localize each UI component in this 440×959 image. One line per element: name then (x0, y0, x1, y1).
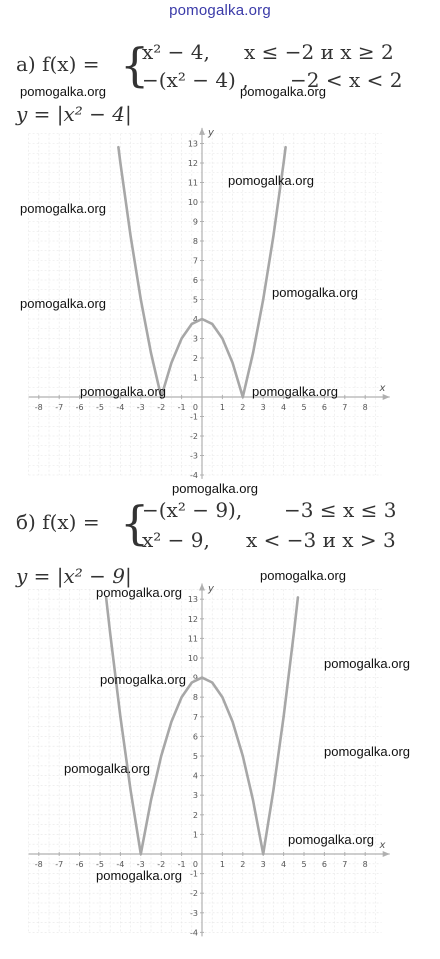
x-tick-label: -1 (177, 860, 186, 869)
origin-label: 0 (192, 860, 198, 869)
x-axis-arrow (383, 851, 390, 857)
watermark: pomogalka.org (228, 173, 314, 188)
watermark: pomogalka.org (288, 832, 374, 847)
y-tick-label: 8 (192, 237, 198, 246)
y-tick-label: 6 (192, 732, 198, 742)
x-tick-label: -5 (96, 860, 104, 869)
case-a-1-expr: x² − 4, (142, 40, 210, 64)
x-tick-label: 7 (342, 403, 348, 412)
y-tick-label: 4 (192, 771, 198, 781)
abs-formula-a: y = |x² − 4| (16, 102, 132, 126)
y-tick-label: 11 (187, 634, 198, 644)
x-tick-label: -8 (34, 403, 43, 412)
x-axis-label: x (379, 383, 386, 394)
watermark: pomogalka.org (324, 656, 410, 671)
y-tick-label: 7 (192, 712, 198, 722)
x-tick-label: 1 (219, 403, 225, 412)
case-b-1-cond: −3 ≤ x ≤ 3 (284, 498, 397, 522)
y-tick-label: 8 (192, 693, 198, 703)
x-tick-label: 2 (240, 860, 246, 869)
watermark: pomogalka.org (252, 384, 338, 399)
x-tick-label: 1 (219, 860, 225, 869)
y-tick-label: 10 (187, 654, 198, 663)
y-tick-label: 5 (192, 295, 198, 305)
x-tick-label: -3 (136, 403, 145, 412)
x-tick-label: 3 (260, 860, 266, 869)
case-a-2-cond: −2 < x < 2 (290, 68, 403, 92)
x-tick-label: 8 (362, 860, 368, 869)
x-tick-label: -6 (75, 403, 84, 412)
y-tick-label: 2 (192, 354, 198, 363)
y-tick-label: 6 (192, 276, 198, 285)
brace-a: { (120, 38, 150, 92)
y-tick-label: 5 (192, 752, 198, 761)
watermark: pomogalka.org (260, 568, 346, 583)
y-tick-label: -2 (190, 432, 198, 441)
x-tick-label: 2 (240, 403, 246, 412)
x-tick-label: 5 (301, 860, 307, 869)
y-tick-label: 12 (187, 159, 198, 168)
x-tick-label: 7 (342, 860, 348, 869)
brace-b: { (120, 496, 150, 550)
watermark: pomogalka.org (20, 296, 106, 311)
piecewise-b (16, 498, 436, 554)
x-tick-label: 6 (321, 860, 327, 869)
watermark: pomogalka.org (64, 761, 150, 776)
x-tick-label: -7 (55, 403, 64, 412)
y-tick-label: 9 (192, 673, 198, 683)
part-a-label: а) f(x) = (16, 52, 100, 76)
y-tick-label: -4 (190, 471, 198, 480)
y-tick-label: 3 (192, 791, 198, 801)
abs-formula-b: y = |x² − 9| (16, 564, 132, 588)
case-b-2-expr: x² − 9, (142, 528, 210, 552)
y-tick-label: 1 (192, 830, 198, 840)
watermark: pomogalka.org (20, 84, 106, 99)
y-tick-label: -3 (190, 451, 198, 461)
x-tick-label: 6 (321, 403, 327, 412)
y-tick-label: 11 (187, 178, 198, 188)
watermark: pomogalka.org (240, 84, 326, 99)
y-tick-label: -1 (190, 412, 198, 422)
x-tick-label: -2 (157, 403, 166, 412)
x-tick-label: 4 (281, 860, 287, 869)
case-b-2-cond: x < −3 и x > 3 (246, 528, 396, 552)
part-b-label: б) f(x) = (16, 510, 100, 534)
x-tick-label: -8 (34, 860, 43, 869)
x-tick-label: -4 (116, 403, 125, 412)
y-tick-label: 13 (187, 595, 198, 605)
x-tick-label: -7 (55, 860, 64, 869)
y-axis-label: y (208, 583, 214, 595)
x-tick-label: -1 (177, 403, 186, 412)
watermark: pomogalka.org (324, 744, 410, 759)
y-tick-label: 4 (192, 315, 198, 324)
y-tick-label: 13 (187, 139, 198, 149)
watermark: pomogalka.org (100, 672, 186, 687)
watermark: pomogalka.org (20, 201, 106, 216)
x-tick-label: -6 (75, 860, 84, 869)
y-tick-label: 2 (192, 810, 198, 820)
watermark: pomogalka.org (172, 481, 258, 496)
case-b-1-expr: −(x² − 9), (142, 498, 243, 522)
origin-label: 0 (192, 403, 198, 412)
y-axis-arrow (199, 128, 205, 135)
watermark: pomogalka.org (96, 585, 182, 600)
y-tick-label: 3 (192, 334, 198, 344)
y-tick-label: -2 (190, 889, 198, 899)
x-axis-label: x (379, 840, 386, 851)
y-tick-label: -3 (190, 908, 198, 918)
y-axis-arrow (199, 584, 205, 591)
y-tick-label: 10 (187, 198, 198, 207)
watermark: pomogalka.org (96, 868, 182, 883)
watermark: pomogalka.org (272, 285, 358, 300)
x-axis-arrow (383, 394, 390, 400)
x-tick-label: 4 (281, 403, 287, 412)
watermark: pomogalka.org (80, 384, 166, 399)
x-tick-label: -3 (136, 860, 145, 869)
y-tick-label: 1 (192, 373, 198, 383)
y-tick-label: 7 (192, 256, 198, 266)
x-tick-label: 3 (260, 403, 266, 412)
case-a-1-cond: x ≤ −2 и x ≥ 2 (244, 40, 394, 64)
x-tick-label: 5 (301, 403, 307, 412)
x-tick-label: -4 (116, 860, 125, 869)
y-tick-label: -1 (190, 869, 198, 879)
y-tick-label: 12 (187, 614, 198, 624)
x-tick-label: 8 (362, 403, 368, 412)
y-tick-label: -4 (190, 928, 198, 938)
case-a-2-expr: −(x² − 4) , (142, 68, 249, 92)
site-header[interactable]: pomogalka.org (169, 2, 271, 19)
y-axis-label: y (208, 127, 214, 139)
y-tick-label: 9 (192, 217, 198, 227)
x-tick-label: -5 (96, 403, 104, 412)
x-tick-label: -2 (157, 860, 166, 869)
